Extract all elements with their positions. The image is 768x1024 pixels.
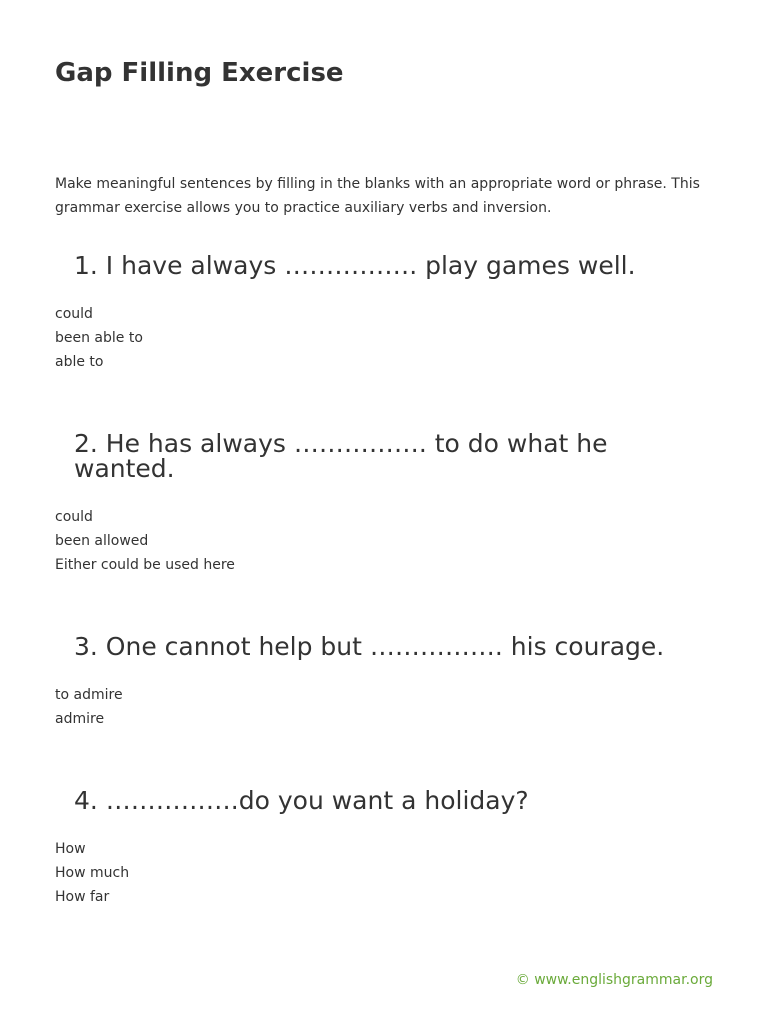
question-3-options bbox=[55, 683, 715, 731]
option-to-admire: to admire bbox=[55, 687, 123, 703]
option-how-far: How far bbox=[55, 889, 110, 905]
question-2-text: 2. He has always ……………. to do what he wanted. bbox=[74, 429, 608, 483]
copyright-footer: © www.englishgrammar.org bbox=[515, 972, 713, 988]
question-1 bbox=[55, 253, 715, 374]
option-how-much: How much bbox=[55, 865, 130, 881]
option-either: Either could be used here bbox=[55, 557, 235, 573]
question-4 bbox=[55, 788, 715, 909]
question-1-text: 1. I have always ……………. play games well. bbox=[74, 251, 636, 280]
question-1-options bbox=[55, 302, 715, 374]
question-3-text: 3. One cannot help but ……………. his courage. bbox=[74, 632, 665, 661]
question-4-options bbox=[55, 837, 715, 909]
option-could: could bbox=[55, 306, 93, 322]
question-3 bbox=[55, 634, 715, 731]
question-2 bbox=[55, 431, 715, 577]
option-admire: admire bbox=[55, 711, 105, 727]
option-could: could bbox=[55, 509, 93, 525]
option-been-allowed: been allowed bbox=[55, 533, 149, 549]
instructions: Make meaningful sentences by filling in the blanks with an appropriate word or phrase. This grammar exercise allows you to practice auxiliary verbs and inversion. bbox=[55, 176, 700, 216]
page-title: Gap Filling Exercise bbox=[55, 58, 344, 88]
option-been-able-to: been able to bbox=[55, 330, 143, 346]
question-2-options bbox=[55, 505, 715, 577]
option-able-to: able to bbox=[55, 354, 104, 370]
option-how: How bbox=[55, 841, 86, 857]
question-4-text: 4. …………….do you want a holiday? bbox=[74, 786, 529, 815]
